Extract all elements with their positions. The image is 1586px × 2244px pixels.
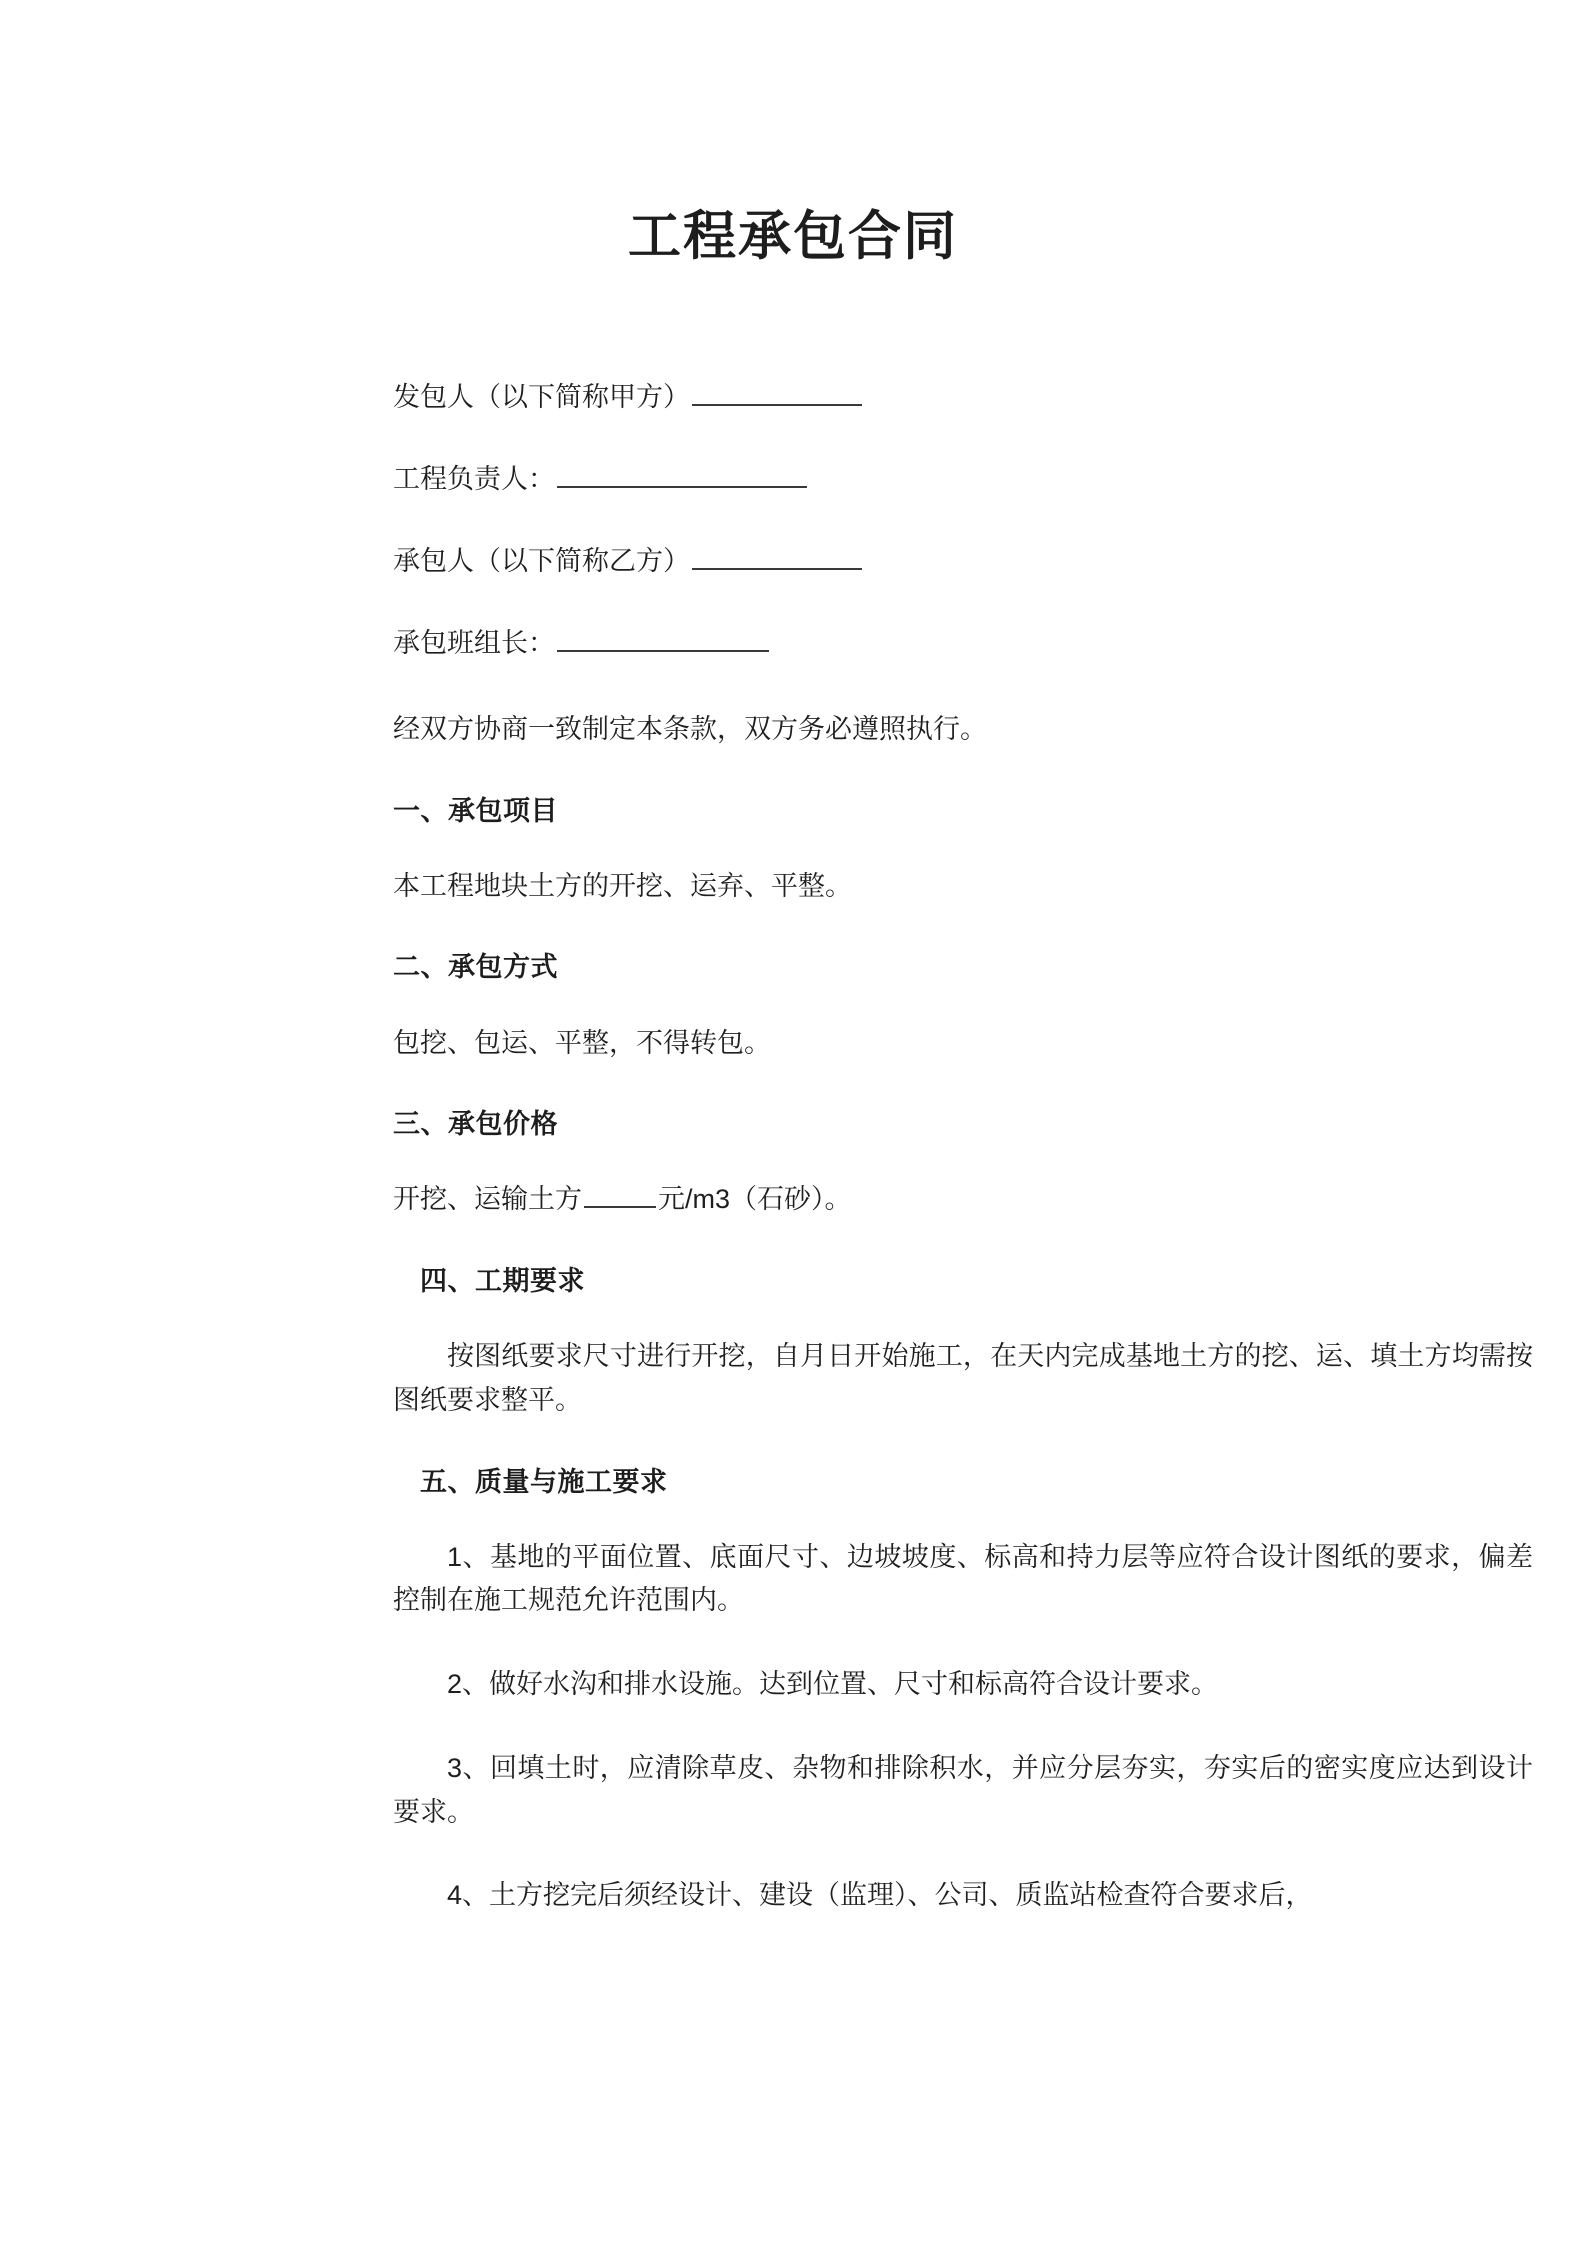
contractor-name-blank[interactable] xyxy=(692,543,862,570)
project-manager-blank[interactable] xyxy=(557,461,807,488)
section-heading-1: 一、承包项目 xyxy=(393,795,558,826)
section-5-item-2: 2、做好水沟和排水设施。达到位置、尺寸和标高符合设计要求。 xyxy=(447,1669,1219,1700)
agreement-statement: 经双方协商一致制定本条款，双方务必遵照执行。 xyxy=(393,713,987,744)
section-3-price-line xyxy=(393,1178,1358,1222)
section-heading-3: 三、承包价格 xyxy=(393,1109,558,1140)
title-spacer xyxy=(0,269,1586,379)
party-label-contractor: 承包人（以下简称乙方） xyxy=(393,545,690,576)
party-line-team-leader xyxy=(393,625,1358,657)
section-5-item-3: 3、回填土时，应清除草皮、杂物和排除积水，并应分层夯实，夯实后的密实度应达到设计要求。 xyxy=(393,1752,1533,1827)
section-heading-5: 五、质量与施工要求 xyxy=(420,1466,668,1497)
section-heading-4: 四、工期要求 xyxy=(420,1266,585,1297)
party-line-contractor xyxy=(393,543,1358,575)
team-leader-blank[interactable] xyxy=(557,625,769,652)
page-title: 工程承包合同 xyxy=(628,207,958,266)
parties-block xyxy=(393,379,1358,657)
section-2-paragraph-1: 包挖、包运、平整，不得转包。 xyxy=(393,1027,771,1058)
section-1-paragraph-1: 本工程地块土方的开挖、运弃、平整。 xyxy=(393,870,852,901)
party-label-project-manager: 工程负责人： xyxy=(393,463,555,494)
document-body xyxy=(228,379,1533,1919)
price-suffix-label: 元/m3（石砂）。 xyxy=(658,1184,852,1215)
party-label-team-leader: 承包班组长： xyxy=(393,627,555,658)
section-4-paragraph-1: 按图纸要求尺寸进行开挖，自月日开始施工，在天内完成基地土方的挖、运、填土方均需按图纸要求整平。 xyxy=(393,1341,1533,1415)
price-prefix-label: 开挖、运输土方 xyxy=(393,1184,582,1215)
unit-price-blank[interactable] xyxy=(584,1181,656,1208)
party-line-employer xyxy=(393,379,1358,411)
employer-name-blank[interactable] xyxy=(692,379,862,406)
section-5-item-4: 4、土方挖完后须经设计、建设（监理）、公司、质监站检查符合要求后， xyxy=(447,1880,1313,1911)
section-heading-2: 二、承包方式 xyxy=(393,952,558,983)
section-5-item-1: 1、基地的平面位置、底面尺寸、边坡坡度、标高和持力层等应符合设计图纸的要求，偏差控制在施工规范允许范围内。 xyxy=(393,1541,1533,1616)
party-line-project-manager xyxy=(393,461,1358,493)
party-label-employer: 发包人（以下简称甲方） xyxy=(393,381,690,412)
